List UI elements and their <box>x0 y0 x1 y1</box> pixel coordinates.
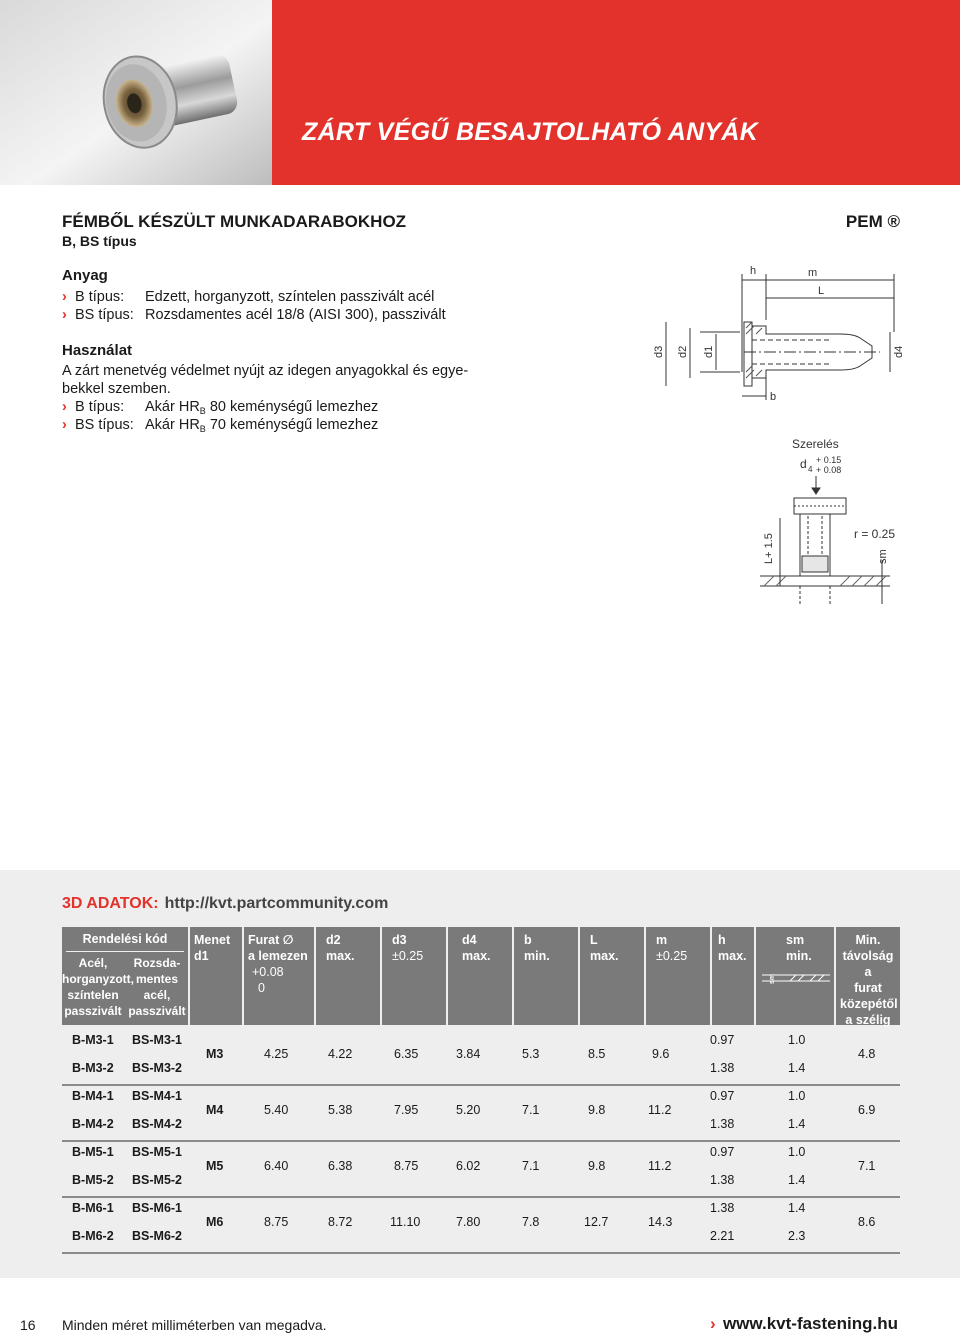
sheet-thickness-icon <box>760 969 832 987</box>
value-sm: 1.4 <box>788 1173 806 1187</box>
header-d2: d2 max. <box>316 927 380 1025</box>
order-code-bs: BS-M3-2 <box>132 1061 183 1075</box>
page-number: 16 <box>20 1317 36 1333</box>
header-sm: sm min. sm <box>756 927 834 1025</box>
table-row-group <box>62 1086 900 1140</box>
footer-note: Minden méret milliméterben van megadva. <box>62 1317 327 1333</box>
usage-row <box>62 416 378 438</box>
usage-label: BS típus: <box>75 417 134 433</box>
material-row <box>62 306 446 324</box>
label-L: L <box>818 285 825 297</box>
install-tol-minus: + 0.08 <box>816 465 842 475</box>
header-thread: Menet d1 <box>190 927 242 1025</box>
value-m: 9.6 <box>652 1047 670 1061</box>
value-m: 11.2 <box>648 1103 672 1117</box>
header-order-code <box>62 927 188 1025</box>
thread-size: M5 <box>206 1159 224 1173</box>
table-header <box>62 927 900 1025</box>
value-d4: 6.02 <box>456 1159 481 1173</box>
material-text: Edzett, horganyzott, színtelen passzivált acél <box>145 289 435 305</box>
install-d4: d <box>800 457 807 471</box>
value-h: 0.97 <box>710 1089 735 1103</box>
value-d2: 8.72 <box>328 1215 353 1229</box>
header-hole: Furat ∅ a lemezen +0.08 0 <box>244 927 314 1025</box>
chevron-right-icon: › <box>62 417 67 433</box>
value-d3: 11.10 <box>390 1215 421 1229</box>
label-m: m <box>808 267 818 279</box>
cad-data-label: 3D ADATOK: <box>62 895 159 912</box>
brand-label: PEM ® <box>845 212 900 231</box>
value-edge-distance: 8.6 <box>858 1215 876 1229</box>
value-b: 7.1 <box>522 1159 540 1173</box>
order-code-b: B-M3-2 <box>72 1061 114 1075</box>
value-h: 1.38 <box>710 1201 735 1215</box>
value-edge-distance: 6.9 <box>858 1103 876 1117</box>
label-d2: d2 <box>677 345 689 358</box>
value-h: 1.38 <box>710 1173 735 1187</box>
value-sm: 1.4 <box>788 1061 806 1075</box>
install-d4-sub: 4 <box>808 465 813 474</box>
install-r: r = 0.25 <box>854 527 896 541</box>
table-row-group <box>62 1030 900 1084</box>
value-b: 5.3 <box>522 1047 540 1061</box>
order-code-b: B-M4-1 <box>72 1089 114 1103</box>
usage-text: bekkel szemben. <box>62 381 171 397</box>
thread-size: M3 <box>206 1047 224 1061</box>
chevron-right-icon: › <box>62 399 67 415</box>
value-d4: 5.20 <box>456 1103 481 1117</box>
chevron-right-icon: › <box>62 307 67 323</box>
value-sm: 1.4 <box>788 1201 806 1215</box>
label-d3: d3 <box>653 345 665 358</box>
install-l15: L+ 1.5 <box>763 533 775 564</box>
row-divider <box>62 1252 900 1254</box>
chevron-right-icon: › <box>709 1314 716 1333</box>
usage-sub: B <box>199 424 206 434</box>
label-b: b <box>770 391 777 403</box>
hole-diameter: 5.40 <box>264 1103 289 1117</box>
table-row-group <box>62 1142 900 1196</box>
thread-size: M6 <box>206 1215 224 1229</box>
install-tol-plus: + 0.15 <box>816 455 842 465</box>
header-d3: d3 ±0.25 <box>382 927 446 1025</box>
svg-text:sm: sm <box>769 973 776 984</box>
section-subtitle: B, BS típus <box>62 233 137 249</box>
label-h: h <box>750 265 757 277</box>
material-text: Rozsdamentes acél 18/8 (AISI 300), passzivált <box>145 307 446 323</box>
usage-label: B típus: <box>75 399 125 415</box>
material-row <box>62 288 434 306</box>
hole-diameter: 4.25 <box>264 1047 289 1061</box>
header-order-code-title: Rendelési kód <box>82 932 168 946</box>
value-h: 0.97 <box>710 1033 735 1047</box>
usage-text: 70 keménységű lemezhez <box>205 417 379 433</box>
order-code-b: B-M6-1 <box>72 1201 114 1215</box>
install-title: Szerelés <box>792 437 839 451</box>
usage-heading: Használat <box>62 342 133 359</box>
value-d2: 5.38 <box>328 1103 353 1117</box>
order-code-bs: BS-M4-2 <box>132 1117 183 1131</box>
cad-data-line <box>62 895 388 913</box>
installation-drawing <box>750 436 910 606</box>
order-code-bs: BS-M5-2 <box>132 1173 183 1187</box>
value-sm: 2.3 <box>788 1229 806 1243</box>
header-edge-distance: Min. távolság a furat közepétől a szélig <box>836 927 900 1025</box>
install-sm: sm <box>877 549 889 564</box>
value-d3: 8.75 <box>394 1159 419 1173</box>
usage-sub: B <box>199 406 206 416</box>
value-m: 14.3 <box>648 1215 673 1229</box>
order-code-bs: BS-M3-1 <box>132 1033 183 1047</box>
hole-diameter: 6.40 <box>264 1159 289 1173</box>
value-h: 1.38 <box>710 1061 735 1075</box>
section-title: FÉMBŐL KÉSZÜLT MUNKADARABOKHOZ <box>62 212 407 231</box>
value-b: 7.8 <box>522 1215 540 1229</box>
order-code-b: B-M3-1 <box>72 1033 114 1047</box>
value-b: 7.1 <box>522 1103 540 1117</box>
value-h: 1.38 <box>710 1117 735 1131</box>
order-code-bs: BS-M5-1 <box>132 1145 183 1159</box>
value-sm: 1.4 <box>788 1117 806 1131</box>
cad-data-link[interactable]: http://kvt.partcommunity.com <box>164 895 389 912</box>
value-sm: 1.0 <box>788 1145 806 1159</box>
website-url[interactable]: www.kvt-fastening.hu <box>722 1314 898 1333</box>
hole-diameter: 8.75 <box>264 1215 289 1229</box>
value-L: 12.7 <box>584 1215 609 1229</box>
usage-text: Akár HR <box>145 399 200 415</box>
value-h: 2.21 <box>710 1229 735 1243</box>
order-code-b: B-M4-2 <box>72 1117 114 1131</box>
value-L: 8.5 <box>588 1047 606 1061</box>
value-sm: 1.0 <box>788 1089 806 1103</box>
order-code-b: B-M5-1 <box>72 1145 114 1159</box>
page-title: ZÁRT VÉGŰ BESAJTOLHATÓ ANYÁK <box>302 118 759 146</box>
header-d4: d4 max. <box>448 927 512 1025</box>
usage-text: Akár HR <box>145 417 200 433</box>
order-code-b: B-M5-2 <box>72 1173 114 1187</box>
chevron-right-icon: › <box>62 289 67 305</box>
value-d2: 4.22 <box>328 1047 353 1061</box>
header-b: b min. <box>514 927 578 1025</box>
value-L: 9.8 <box>588 1159 606 1173</box>
order-code-bs: BS-M6-2 <box>132 1229 183 1243</box>
header-h: h max. <box>712 927 754 1025</box>
value-d4: 3.84 <box>456 1047 481 1061</box>
header-m: m ±0.25 <box>646 927 710 1025</box>
material-label: BS típus: <box>75 307 134 323</box>
header-stainless: Rozsda- mentes acél, passzivált <box>128 956 186 1018</box>
value-d3: 7.95 <box>394 1103 419 1117</box>
usage-text: 80 keménységű lemezhez <box>205 399 379 415</box>
value-edge-distance: 4.8 <box>858 1047 876 1061</box>
usage-text: A zárt menetvég védelmet nyújt az idegen anyagokkal és egye- <box>62 363 469 379</box>
order-code-bs: BS-M6-1 <box>132 1201 183 1215</box>
value-d4: 7.80 <box>456 1215 481 1229</box>
header-steel: Acél, horganyzott, színtelen passzivált <box>62 956 134 1018</box>
value-sm: 1.0 <box>788 1033 806 1047</box>
header-L: L max. <box>580 927 644 1025</box>
value-L: 9.8 <box>588 1103 606 1117</box>
value-h: 0.97 <box>710 1145 735 1159</box>
material-label: B típus: <box>75 289 125 305</box>
value-d3: 6.35 <box>394 1047 419 1061</box>
value-edge-distance: 7.1 <box>858 1159 876 1173</box>
value-d2: 6.38 <box>328 1159 353 1173</box>
material-heading: Anyag <box>62 267 108 284</box>
label-d4: d4 <box>893 345 905 358</box>
footer-website-link[interactable] <box>710 1314 898 1334</box>
label-d1: d1 <box>703 345 715 358</box>
order-code-b: B-M6-2 <box>72 1229 114 1243</box>
table-row-group <box>62 1198 900 1252</box>
thread-size: M4 <box>206 1103 224 1117</box>
value-m: 11.2 <box>648 1159 672 1173</box>
product-photo <box>0 0 272 185</box>
order-code-bs: BS-M4-1 <box>132 1089 183 1103</box>
dimension-drawing <box>640 262 910 412</box>
